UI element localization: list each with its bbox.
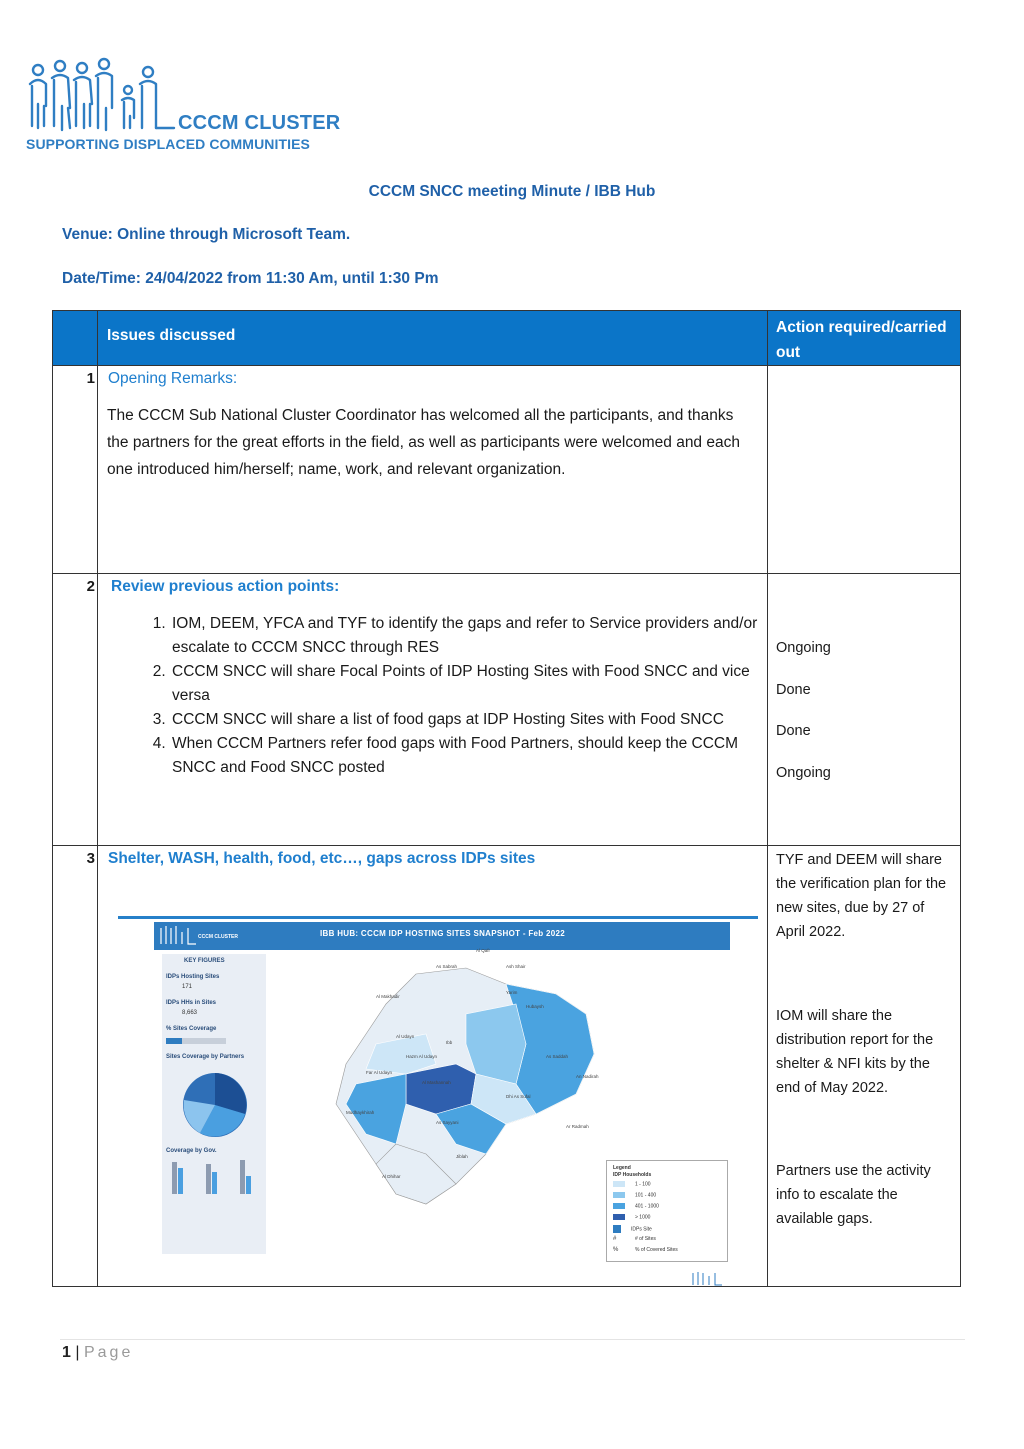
legend-label: % of Covered Sites xyxy=(635,1247,678,1253)
map-label: As Sayyani xyxy=(436,1120,459,1125)
table-row xyxy=(53,574,961,846)
row-number: 1 xyxy=(53,366,98,574)
map-label: Ar Radmah xyxy=(566,1124,589,1129)
row-number: 2 xyxy=(53,574,98,846)
gov-bar-chart xyxy=(168,1158,262,1198)
map-label: Al Makhadir xyxy=(376,994,400,999)
map-label: Ibb xyxy=(446,1040,453,1045)
idp-hhs-value: 8,663 xyxy=(182,1010,198,1016)
map-label: Jiblah xyxy=(456,1154,468,1159)
legend-swatch xyxy=(613,1214,625,1220)
legend-subtitle: IDP Households xyxy=(613,1172,652,1178)
status-text: Done xyxy=(776,682,811,698)
page-number: 1 xyxy=(62,1344,71,1361)
issue-cell xyxy=(98,574,768,846)
action-text: IOM will share the distribution report for the shelter & NFI kits by the end of May 2022. xyxy=(776,1008,934,1096)
legend-label: 401 - 1000 xyxy=(635,1203,659,1210)
snapshot-footer-logo-icon xyxy=(690,1270,724,1288)
action-text: Partners use the activity info to escalate the available gaps. xyxy=(776,1163,931,1227)
legend-label: # of Sites xyxy=(635,1236,656,1242)
page-word: Page xyxy=(83,1344,134,1361)
key-figures-panel xyxy=(162,954,266,1254)
table-header-row xyxy=(53,311,961,366)
map-label: Hazm Al Udayn xyxy=(406,1054,438,1059)
list-item: 4. When CCCM Partners refer food gaps with Food Partners, should keep the CCCM SNCC and Food SNCC posted xyxy=(170,732,767,780)
map-label: As Saddah xyxy=(546,1054,569,1059)
legend-item xyxy=(613,1214,650,1220)
legend-item xyxy=(613,1247,678,1253)
status-text: Ongoing xyxy=(776,640,831,656)
count-icon: # xyxy=(613,1236,617,1242)
map-label: Mudhaykhirah xyxy=(346,1110,375,1115)
header-number-cell xyxy=(53,311,98,366)
section-title: Shelter, WASH, health, food, etc…, gaps across IDPs sites xyxy=(108,850,536,867)
map-label: Al Mashannah xyxy=(422,1080,451,1085)
legend-item xyxy=(613,1181,651,1187)
governorate-map xyxy=(276,954,606,1234)
legend-item xyxy=(613,1203,659,1209)
page-footer xyxy=(62,1344,133,1362)
status-text: Ongoing xyxy=(776,765,831,781)
coverage-bar-fill xyxy=(166,1038,182,1044)
percent-icon: % xyxy=(613,1247,619,1253)
logo-title: CCCM CLUSTER xyxy=(178,112,341,134)
legend-label: > 1000 xyxy=(635,1214,651,1221)
snapshot-logo-icon xyxy=(158,924,198,946)
legend-item xyxy=(613,1192,656,1198)
map-label: Far Al Udayn xyxy=(366,1070,393,1075)
map-label: Hubaysh xyxy=(526,1004,544,1009)
legend-label: IDPs Site xyxy=(631,1226,652,1233)
legend-swatch xyxy=(613,1192,625,1198)
idp-sites-label: IDPs Hosting Sites xyxy=(166,974,220,980)
partners-pie-chart xyxy=(180,1070,250,1140)
map-label: Dhi As Sufal xyxy=(506,1094,531,1099)
map-legend xyxy=(606,1160,728,1262)
list-item: 3. CCCM SNCC will share a list of food gaps at IDP Hosting Sites with Food SNCC xyxy=(170,708,767,732)
status-text: Done xyxy=(776,723,811,739)
footer-rule xyxy=(60,1339,965,1340)
map-label: Al Udayn xyxy=(396,1034,415,1039)
snapshot-banner-title: IBB HUB: CCCM IDP HOSTING SITES SNAPSHOT - Feb 2022 xyxy=(320,929,565,938)
coverage-bar-track xyxy=(166,1038,226,1044)
list-item: 2. CCCM SNCC will share Focal Points of IDP Hosting Sites with Food SNCC and vice versa xyxy=(170,660,767,708)
hosting-sites-snapshot-image xyxy=(106,884,716,1253)
logo-subtitle: SUPPORTING DISPLACED COMMUNITIES xyxy=(26,136,310,152)
key-figures-heading: KEY FIGURES xyxy=(184,958,225,964)
header-issues-cell xyxy=(98,311,768,366)
idp-hhs-label: IDPs HHs in Sites xyxy=(166,1000,217,1006)
legend-title: Legend xyxy=(613,1165,631,1171)
document-title: CCCM SNCC meeting Minute / IBB Hub xyxy=(368,183,656,200)
issue-cell xyxy=(98,366,768,574)
legend-swatch xyxy=(613,1181,625,1187)
row-number: 3 xyxy=(53,846,98,1287)
legend-label: 1 - 100 xyxy=(635,1181,651,1188)
idp-sites-value: 171 xyxy=(182,984,193,990)
section-title: Review previous action points: xyxy=(111,578,340,595)
section-title: Opening Remarks: xyxy=(108,370,238,387)
gov-label: Coverage by Gov. xyxy=(166,1148,217,1154)
map-label: As Sabrah xyxy=(436,964,458,969)
map-label: Yarim xyxy=(506,990,518,995)
partners-label: Sites Coverage by Partners xyxy=(166,1054,245,1060)
coverage-label: % Sites Coverage xyxy=(166,1026,217,1032)
legend-label: 101 - 400 xyxy=(635,1192,657,1199)
map-label: Ash Shair xyxy=(506,964,526,969)
action-points-list xyxy=(98,612,767,780)
map-label: An Nadirah xyxy=(576,1074,599,1079)
footer-separator: | xyxy=(75,1344,80,1361)
list-item: 1. IOM, DEEM, YFCA and TYF to identify the gaps and refer to Service providers and/or escalate to CCCM SNCC through RES xyxy=(170,612,767,660)
legend-item xyxy=(613,1225,652,1233)
action-cell xyxy=(768,846,961,1287)
header-issues-label: Issues discussed xyxy=(107,327,236,344)
header-action-cell xyxy=(768,311,961,366)
venue-line: Venue: Online through Microsoft Team. xyxy=(62,226,351,243)
issue-cell xyxy=(98,846,768,1287)
legend-swatch xyxy=(613,1203,625,1209)
snapshot-top-rule xyxy=(118,916,758,919)
section-paragraph: The CCCM Sub National Cluster Coordinator has welcomed all the participants, and thanks the partners for the great efforts in the field, as well as participants were welcomed and each one introduced him/herself; name, work, and relevant organization. xyxy=(107,407,740,478)
snapshot-logo-text: CCCM CLUSTER xyxy=(198,934,238,940)
table-row xyxy=(53,846,961,1287)
map-label: Al Dhihar xyxy=(382,1174,401,1179)
site-icon xyxy=(613,1225,621,1233)
map-label: Al Qafr xyxy=(476,948,491,953)
action-text: TYF and DEEM will share the verification plan for the new sites, due by 27 of April 2022. xyxy=(776,852,947,940)
action-cell xyxy=(768,574,961,846)
action-cell xyxy=(768,366,961,574)
minutes-table xyxy=(52,310,961,1287)
header-action-label: Action required/carried out xyxy=(776,319,947,361)
datetime-line: Date/Time: 24/04/2022 from 11:30 Am, until 1:30 Pm xyxy=(62,270,439,287)
legend-item xyxy=(613,1236,656,1242)
table-row xyxy=(53,366,961,574)
